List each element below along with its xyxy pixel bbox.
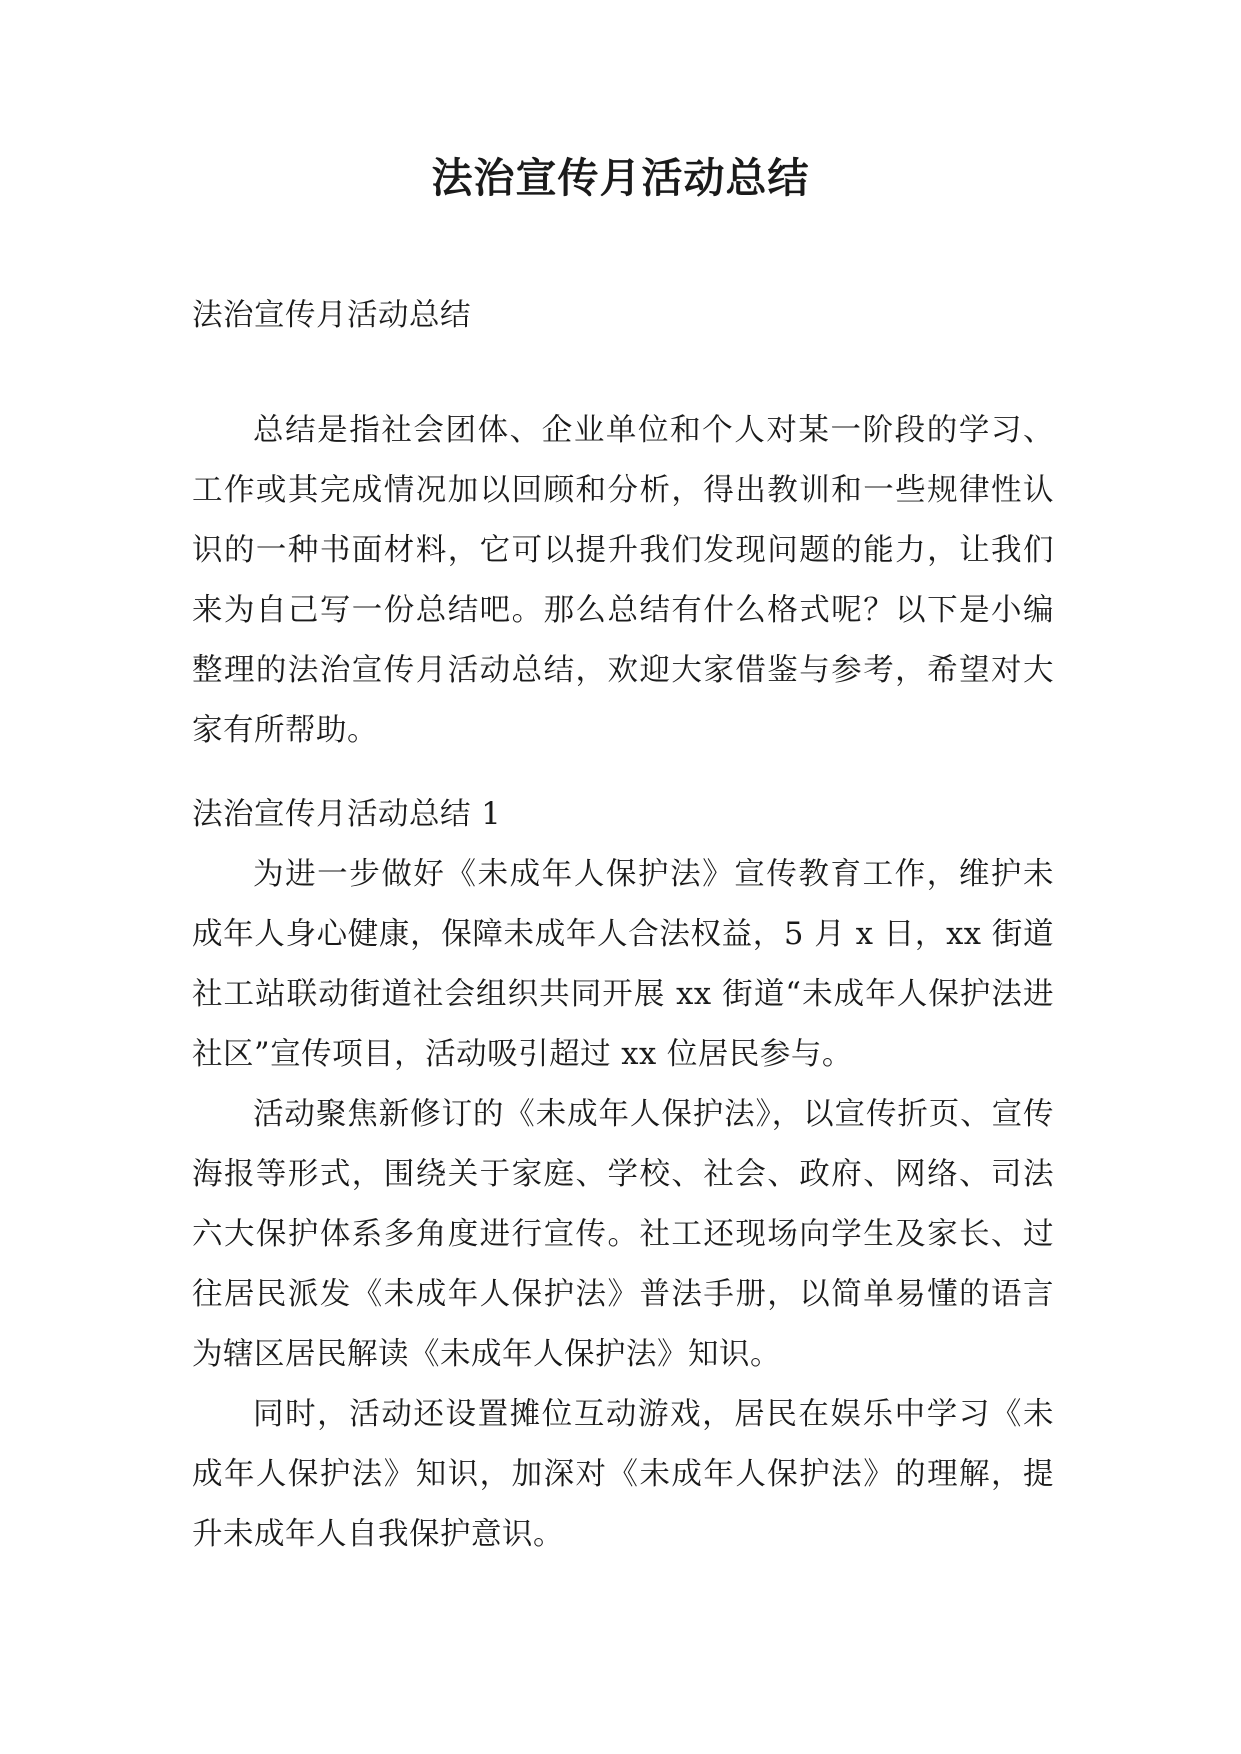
section-paragraph-2: 活动聚焦新修订的《未成年人保护法》，以宣传折页、宣传海报等形式，围绕关于家庭、学校、社会、政府、网络、司法六大保护体系多角度进行宣传。社工还现场向学生及家长、过往居民派发《未成年人保护法》普法手册，以简单易懂的语言为辖区居民解读《未成年人保护法》知识。 (192, 1097, 1054, 1372)
document-title: 法治宣传月活动总结 (431, 154, 810, 202)
intro-block (192, 401, 1054, 761)
section-1 (192, 785, 1054, 1565)
intro-paragraph: 总结是指社会团体、企业单位和个人对某一阶段的学习、工作或其完成情况加以回顾和分析，得出教训和一些规律性认识的一种书面材料，它可以提升我们发现问题的能力，让我们来为自己写一份总结吧。那么总结有什么格式呢？以下是小编整理的法治宣传月活动总结，欢迎大家借鉴与参考，希望对大家有所帮助。 (192, 413, 1054, 748)
section-paragraph-3: 同时，活动还设置摊位互动游戏，居民在娱乐中学习《未成年人保护法》知识，加深对《未成年人保护法》的理解，提升未成年人自我保护意识。 (192, 1397, 1054, 1552)
section-paragraph-1: 为进一步做好《未成年人保护法》宣传教育工作，维护未成年人身心健康，保障未成年人合法权益，5 月 x 日，xx 街道社工站联动街道社会组织共同开展 xx 街道“未成年人保护法进社区”宣传项目，活动吸引超过 xx 位居民参与。 (192, 857, 1054, 1072)
section-heading: 法治宣传月活动总结 1 (192, 797, 502, 832)
subtitle-block (192, 286, 1054, 346)
document-subtitle: 法治宣传月活动总结 (192, 298, 471, 333)
